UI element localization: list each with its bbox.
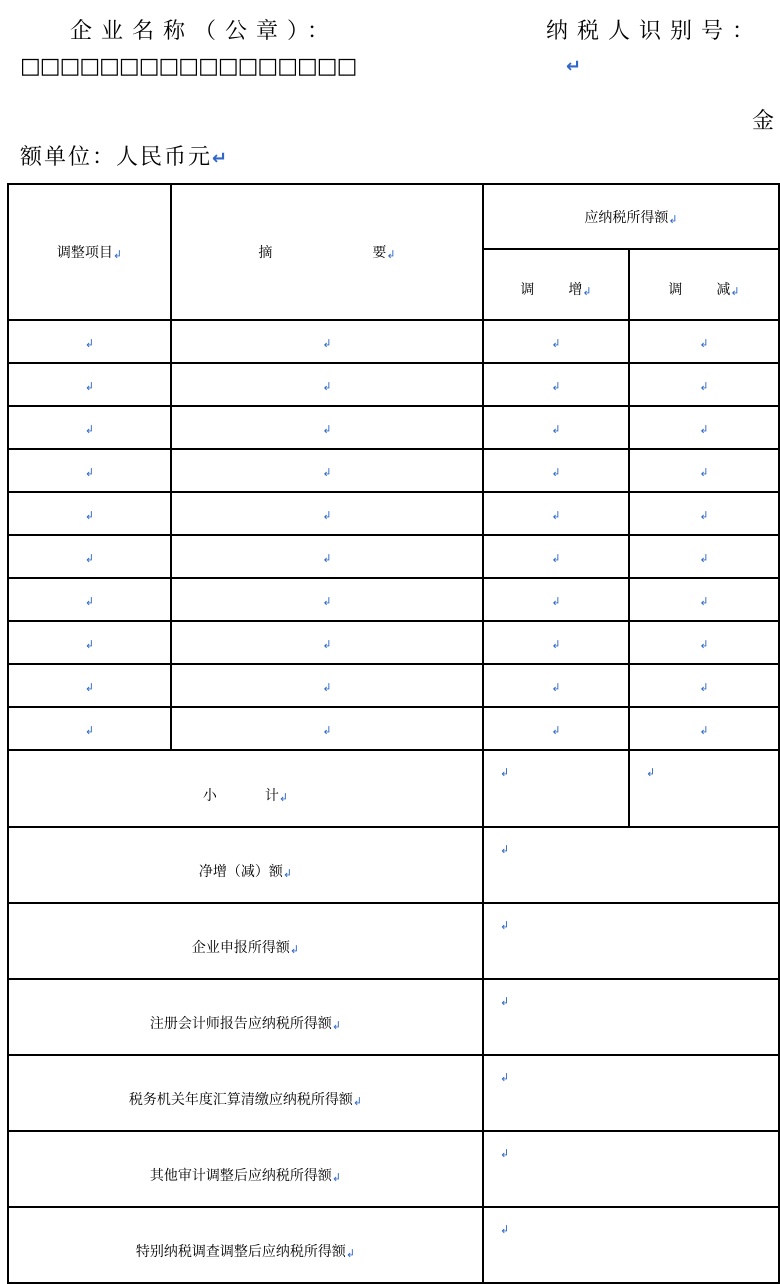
cell-end-mark-icon: ↲ [582,284,592,298]
cell-end-mark-icon: ↲ [322,379,332,393]
cell-end-mark-icon: ↲ [84,637,95,651]
header-summary [171,184,483,320]
cell-end-mark-icon: ↲ [668,212,678,226]
summary-cell[interactable] [171,707,483,750]
summary-value-cell[interactable] [483,827,779,903]
paragraph-mark-icon: ↵ [566,56,582,77]
table-row [8,449,779,492]
header-summary-right: 要 [372,245,387,261]
cell-end-mark-icon: ↲ [331,1171,342,1184]
header-increase [483,249,629,320]
cell-end-mark-icon: ↲ [551,336,561,350]
cell-end-mark-icon: ↲ [84,379,95,393]
increase-cell[interactable] [483,535,629,578]
summary-row-tax-authority [8,1055,779,1131]
table-row [8,492,779,535]
increase-cell[interactable] [483,406,629,449]
increase-cell[interactable] [483,363,629,406]
summary-row-other-audit [8,1131,779,1207]
summary-cell[interactable] [171,664,483,707]
cell-end-mark-icon: ↲ [289,943,300,956]
adjust-item-cell[interactable] [8,320,171,363]
paragraph-mark-icon: ↵ [212,148,230,169]
header-adjust-item-text: 调整项目 [56,245,113,261]
summary-label-text: 注册会计师报告应纳税所得额 [149,1016,332,1032]
cell-end-mark-icon: ↲ [84,551,95,565]
increase-cell[interactable] [483,621,629,664]
cell-end-mark-icon: ↲ [500,1223,510,1236]
cell-end-mark-icon: ↲ [322,465,332,479]
adjust-item-cell[interactable] [8,363,171,406]
increase-cell[interactable] [483,449,629,492]
cell-end-mark-icon: ↲ [699,594,709,608]
cell-end-mark-icon: ↲ [699,465,709,479]
cell-end-mark-icon: ↲ [699,336,709,350]
increase-cell[interactable] [483,664,629,707]
summary-label-text: 净增（减）额 [198,864,283,880]
summary-row-enterprise-declared [8,903,779,979]
cell-end-mark-icon: ↲ [500,995,510,1008]
decrease-cell[interactable] [629,664,779,707]
decrease-cell[interactable] [629,406,779,449]
header-decrease [629,249,779,320]
taxpayer-id-label [546,14,763,45]
cell-end-mark-icon: ↲ [730,284,740,298]
decrease-cell[interactable] [629,449,779,492]
header-decrease-left: 调 [668,281,683,298]
increase-cell[interactable] [483,578,629,621]
decrease-cell[interactable] [629,320,779,363]
header-taxable-income-text: 应纳税所得额 [584,209,669,226]
subtotal-left: 小 [202,787,217,804]
cell-end-mark-icon: ↲ [699,379,709,393]
summary-cell[interactable] [171,621,483,664]
cell-end-mark-icon: ↲ [345,1247,356,1260]
cell-end-mark-icon: ↲ [551,508,561,522]
decrease-cell[interactable] [629,578,779,621]
cell-end-mark-icon: ↲ [278,790,289,804]
summary-value-cell[interactable] [483,979,779,1055]
cell-end-mark-icon: ↲ [551,680,561,694]
summary-label-text: 企业申报所得额 [191,940,290,956]
company-name-boxes[interactable]: □□□□□□□□□□□□□□□□□ [20,54,357,79]
decrease-cell[interactable] [629,707,779,750]
cell-end-mark-icon: ↲ [551,637,561,651]
adjust-item-cell[interactable] [8,578,171,621]
increase-cell[interactable] [483,320,629,363]
cell-end-mark-icon: ↲ [500,843,510,856]
adjust-item-cell[interactable] [8,535,171,578]
table-row [8,621,779,664]
header-increase-right: 增 [568,281,583,298]
cell-end-mark-icon: ↲ [500,1071,510,1084]
cell-end-mark-icon: ↲ [322,508,332,522]
adjust-item-cell[interactable] [8,492,171,535]
cell-end-mark-icon: ↲ [551,551,561,565]
table-row [8,578,779,621]
cell-end-mark-icon: ↲ [551,422,561,436]
header-decrease-right: 减 [716,281,731,298]
increase-cell[interactable] [483,707,629,750]
cell-end-mark-icon: ↲ [352,1095,363,1108]
company-name-text: 企业名称（公章）： [70,19,339,44]
subtotal-row [8,750,779,827]
decrease-cell[interactable] [629,621,779,664]
summary-label [8,979,483,1055]
table-row [8,664,779,707]
cell-end-mark-icon: ↲ [551,594,561,608]
summary-value-cell[interactable] [483,1055,779,1131]
cell-end-mark-icon: ↲ [699,680,709,694]
cell-end-mark-icon: ↲ [699,551,709,565]
adjust-item-cell[interactable] [8,449,171,492]
cell-end-mark-icon: ↲ [699,723,709,737]
subtotal-increase-cell[interactable] [483,750,629,827]
taxpayer-id-text: 纳税人识别号： [546,19,764,44]
increase-cell[interactable] [483,492,629,535]
summary-cell[interactable] [171,449,483,492]
table-row [8,707,779,750]
cell-end-mark-icon: ↲ [84,465,95,479]
summary-label [8,903,483,979]
adjustment-table [7,183,780,1284]
cell-end-mark-icon: ↲ [500,919,510,932]
table-row [8,320,779,363]
cell-end-mark-icon: ↲ [322,336,332,350]
summary-cell[interactable] [171,578,483,621]
amount-unit-prefix: 金 [751,109,774,134]
summary-cell[interactable] [171,406,483,449]
cell-end-mark-icon: ↲ [500,766,510,779]
subtotal-right: 计 [264,787,279,804]
cell-end-mark-icon: ↲ [112,248,123,261]
adjust-item-cell[interactable] [8,707,171,750]
cell-end-mark-icon: ↲ [322,680,332,694]
subtotal-decrease-cell[interactable] [629,750,779,827]
header-summary-left: 摘 [258,245,273,261]
header-increase-left: 调 [520,281,535,298]
cell-end-mark-icon: ↲ [84,723,95,737]
summary-label [8,1055,483,1131]
summary-row-special-investigation [8,1207,779,1283]
summary-cell[interactable] [171,320,483,363]
cell-end-mark-icon: ↲ [699,637,709,651]
cell-end-mark-icon: ↲ [551,379,561,393]
cell-end-mark-icon: ↲ [331,1019,342,1032]
cell-end-mark-icon: ↲ [322,551,332,565]
summary-label [8,1207,483,1283]
summary-value-cell[interactable] [483,903,779,979]
summary-label [8,827,483,903]
summary-label-text: 其他审计调整后应纳税所得额 [149,1168,332,1184]
cell-end-mark-icon: ↲ [646,766,656,779]
cell-end-mark-icon: ↲ [386,248,396,261]
amount-unit-text: 额单位：人民币元 [20,145,213,170]
adjust-item-cell[interactable] [8,406,171,449]
summary-label-text: 税务机关年度汇算清缴应纳税所得额 [128,1092,353,1108]
table-row [8,363,779,406]
amount-unit-label [20,140,229,171]
summary-row-net-change [8,827,779,903]
header-taxable-income [483,184,779,249]
summary-cell[interactable] [171,363,483,406]
decrease-cell[interactable] [629,535,779,578]
cell-end-mark-icon: ↲ [551,465,561,479]
cell-end-mark-icon: ↲ [84,422,95,436]
company-name-label [70,14,338,45]
cell-end-mark-icon: ↲ [322,594,332,608]
summary-label-text: 特别纳税调查调整后应纳税所得额 [135,1244,346,1260]
summary-value-cell[interactable] [483,1131,779,1207]
cell-end-mark-icon: ↲ [322,422,332,436]
header-adjust-item [8,184,171,320]
adjust-item-cell[interactable] [8,664,171,707]
cell-end-mark-icon: ↲ [699,508,709,522]
cell-end-mark-icon: ↲ [84,680,95,694]
summary-cell[interactable] [171,492,483,535]
adjust-item-cell[interactable] [8,621,171,664]
cell-end-mark-icon: ↲ [84,508,95,522]
cell-end-mark-icon: ↲ [282,867,293,880]
summary-cell[interactable] [171,535,483,578]
summary-label [8,1131,483,1207]
summary-value-cell[interactable] [483,1207,779,1283]
table-header-row [8,184,779,249]
table-row [8,535,779,578]
cell-end-mark-icon: ↲ [84,594,95,608]
subtotal-label [8,750,483,827]
decrease-cell[interactable] [629,492,779,535]
cell-end-mark-icon: ↲ [500,1147,510,1160]
cell-end-mark-icon: ↲ [551,723,561,737]
cell-end-mark-icon: ↲ [322,723,332,737]
summary-row-cpa-report [8,979,779,1055]
decrease-cell[interactable] [629,363,779,406]
cell-end-mark-icon: ↲ [84,336,95,350]
cell-end-mark-icon: ↲ [322,637,332,651]
table-row [8,406,779,449]
cell-end-mark-icon: ↲ [699,422,709,436]
